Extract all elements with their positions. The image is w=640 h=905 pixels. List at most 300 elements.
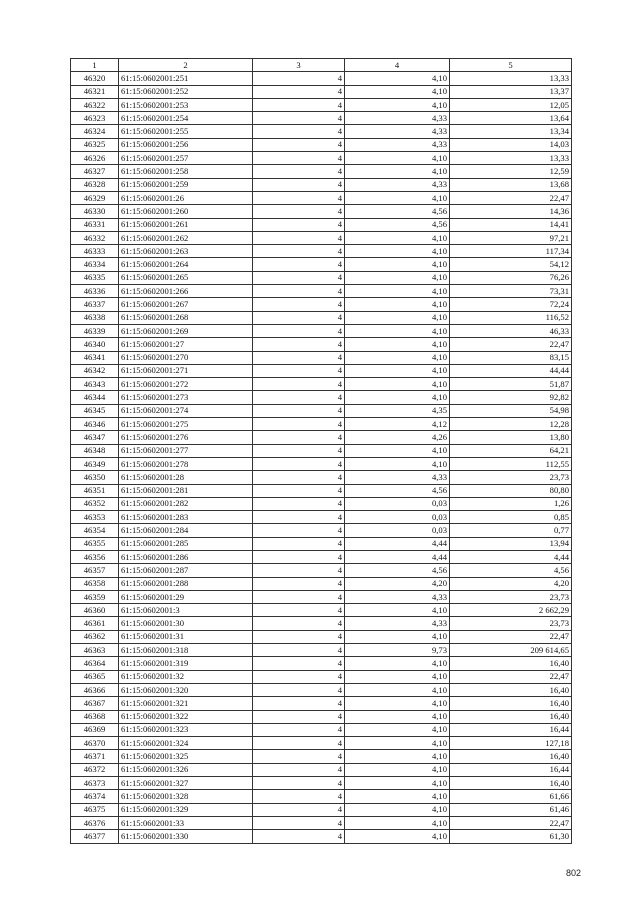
table-cell: 13,94 <box>450 537 572 550</box>
table-row <box>71 391 572 404</box>
table-cell: 61:15:0602001:325 <box>119 750 253 763</box>
table-cell: 4,10 <box>345 457 450 470</box>
table-row <box>71 816 572 829</box>
table-cell: 4,56 <box>345 564 450 577</box>
table-cell: 4 <box>253 298 345 311</box>
table-row <box>71 590 572 603</box>
table-cell: 46324 <box>71 125 119 138</box>
table-cell: 4 <box>253 324 345 337</box>
table-cell: 4 <box>253 418 345 431</box>
table-cell: 46328 <box>71 178 119 191</box>
table-cell: 4,56 <box>450 564 572 577</box>
table-cell: 97,21 <box>450 231 572 244</box>
table-cell: 46345 <box>71 404 119 417</box>
table-cell: 4,10 <box>345 816 450 829</box>
table-cell: 4 <box>253 457 345 470</box>
table-cell: 14,03 <box>450 138 572 151</box>
table-cell: 4,10 <box>345 311 450 324</box>
table-cell: 61:15:0602001:252 <box>119 85 253 98</box>
table-row <box>71 484 572 497</box>
table-cell: 4,33 <box>345 617 450 630</box>
column-header: 2 <box>119 59 253 72</box>
table-cell: 23,73 <box>450 590 572 603</box>
table-cell: 4,26 <box>345 431 450 444</box>
table-cell: 61:15:0602001:33 <box>119 816 253 829</box>
table-cell: 16,40 <box>450 697 572 710</box>
table-cell: 4 <box>253 524 345 537</box>
table-row <box>71 285 572 298</box>
table-cell: 4 <box>253 404 345 417</box>
table-row <box>71 191 572 204</box>
table-row <box>71 72 572 85</box>
table-cell: 46347 <box>71 431 119 444</box>
table-cell: 46366 <box>71 683 119 696</box>
table-cell: 46374 <box>71 790 119 803</box>
table-cell: 46358 <box>71 577 119 590</box>
table-cell: 46327 <box>71 165 119 178</box>
table-cell: 4,44 <box>345 550 450 563</box>
table-cell: 13,37 <box>450 85 572 98</box>
table-cell: 4 <box>253 178 345 191</box>
table-row <box>71 737 572 750</box>
table-cell: 4,10 <box>345 391 450 404</box>
table-cell: 46372 <box>71 763 119 776</box>
table-cell: 4 <box>253 152 345 165</box>
table-cell: 4 <box>253 205 345 218</box>
table-cell: 16,40 <box>450 777 572 790</box>
table-cell: 4 <box>253 630 345 643</box>
table-cell: 44,44 <box>450 364 572 377</box>
table-row <box>71 364 572 377</box>
table-cell: 16,40 <box>450 710 572 723</box>
table-cell: 46340 <box>71 338 119 351</box>
table-row <box>71 617 572 630</box>
table-cell: 76,26 <box>450 271 572 284</box>
data-table <box>70 58 572 844</box>
table-row <box>71 258 572 271</box>
table-cell: 61:15:0602001:269 <box>119 324 253 337</box>
table-cell: 4,10 <box>345 657 450 670</box>
table-cell: 4,10 <box>345 697 450 710</box>
table-cell: 61:15:0602001:326 <box>119 763 253 776</box>
table-cell: 4,10 <box>345 271 450 284</box>
table-cell: 4 <box>253 98 345 111</box>
table-cell: 46365 <box>71 670 119 683</box>
table-cell: 4 <box>253 644 345 657</box>
table-cell: 4 <box>253 431 345 444</box>
table-cell: 83,15 <box>450 351 572 364</box>
table-cell: 4,20 <box>345 577 450 590</box>
table-cell: 4,10 <box>345 245 450 258</box>
table-cell: 46343 <box>71 378 119 391</box>
table-cell: 1,26 <box>450 497 572 510</box>
table-cell: 4 <box>253 125 345 138</box>
table-cell: 4,10 <box>345 763 450 776</box>
table-cell: 46330 <box>71 205 119 218</box>
column-header: 5 <box>450 59 572 72</box>
table-cell: 61:15:0602001:271 <box>119 364 253 377</box>
table-cell: 46338 <box>71 311 119 324</box>
table-cell: 61:15:0602001:323 <box>119 723 253 736</box>
page-number: 802 <box>566 868 582 878</box>
table-row <box>71 803 572 816</box>
table-row <box>71 112 572 125</box>
table-cell: 4,10 <box>345 351 450 364</box>
table-cell: 4 <box>253 670 345 683</box>
table-cell: 209 614,65 <box>450 644 572 657</box>
table-row <box>71 98 572 111</box>
table-cell: 4,20 <box>450 577 572 590</box>
table-cell: 4,33 <box>345 112 450 125</box>
table-cell: 46342 <box>71 364 119 377</box>
table-cell: 4,33 <box>345 590 450 603</box>
table-cell: 4,10 <box>345 98 450 111</box>
table-cell: 22,47 <box>450 630 572 643</box>
table-cell: 64,21 <box>450 444 572 457</box>
table-row <box>71 564 572 577</box>
table-cell: 61:15:0602001:318 <box>119 644 253 657</box>
table-cell: 46367 <box>71 697 119 710</box>
table-cell: 61:15:0602001:257 <box>119 152 253 165</box>
table-cell: 16,40 <box>450 657 572 670</box>
table-cell: 61:15:0602001:324 <box>119 737 253 750</box>
table-row <box>71 85 572 98</box>
table-cell: 46339 <box>71 324 119 337</box>
table-cell: 61:15:0602001:322 <box>119 710 253 723</box>
table-cell: 61:15:0602001:288 <box>119 577 253 590</box>
table-cell: 46,33 <box>450 324 572 337</box>
table-cell: 61:15:0602001:27 <box>119 338 253 351</box>
table-cell: 54,98 <box>450 404 572 417</box>
table-row <box>71 497 572 510</box>
table-cell: 4,12 <box>345 418 450 431</box>
table-row <box>71 697 572 710</box>
table-row <box>71 378 572 391</box>
table-cell: 4 <box>253 577 345 590</box>
table-cell: 4 <box>253 364 345 377</box>
table-cell: 46331 <box>71 218 119 231</box>
table-cell: 61:15:0602001:29 <box>119 590 253 603</box>
table-cell: 61:15:0602001:267 <box>119 298 253 311</box>
table-cell: 46322 <box>71 98 119 111</box>
table-row <box>71 777 572 790</box>
table-cell: 46353 <box>71 511 119 524</box>
table-cell: 4 <box>253 710 345 723</box>
table-cell: 61:15:0602001:26 <box>119 191 253 204</box>
table-row <box>71 178 572 191</box>
table-row <box>71 271 572 284</box>
table-cell: 61:15:0602001:270 <box>119 351 253 364</box>
table-cell: 61:15:0602001:287 <box>119 564 253 577</box>
table-cell: 13,80 <box>450 431 572 444</box>
table-cell: 4,10 <box>345 750 450 763</box>
table-cell: 4,56 <box>345 218 450 231</box>
table-cell: 4 <box>253 790 345 803</box>
column-header: 4 <box>345 59 450 72</box>
table-cell: 61:15:0602001:259 <box>119 178 253 191</box>
table-cell: 4 <box>253 723 345 736</box>
table-cell: 0,03 <box>345 511 450 524</box>
table-cell: 54,12 <box>450 258 572 271</box>
table-cell: 61:15:0602001:264 <box>119 258 253 271</box>
table-cell: 4,35 <box>345 404 450 417</box>
table-cell: 46355 <box>71 537 119 550</box>
table-cell: 4 <box>253 763 345 776</box>
table-cell: 16,44 <box>450 723 572 736</box>
table-cell: 46320 <box>71 72 119 85</box>
table-cell: 61:15:0602001:268 <box>119 311 253 324</box>
table-cell: 61:15:0602001:30 <box>119 617 253 630</box>
table-cell: 46376 <box>71 816 119 829</box>
table-row <box>71 205 572 218</box>
table-cell: 23,73 <box>450 617 572 630</box>
table-cell: 4 <box>253 511 345 524</box>
table-cell: 61:15:0602001:253 <box>119 98 253 111</box>
table-cell: 46335 <box>71 271 119 284</box>
table-cell: 0,03 <box>345 524 450 537</box>
table-cell: 61:15:0602001:258 <box>119 165 253 178</box>
table-cell: 12,28 <box>450 418 572 431</box>
table-cell: 22,47 <box>450 338 572 351</box>
table-row <box>71 418 572 431</box>
table-cell: 61:15:0602001:281 <box>119 484 253 497</box>
table-cell: 46323 <box>71 112 119 125</box>
table-row <box>71 218 572 231</box>
table-cell: 4,10 <box>345 710 450 723</box>
table-cell: 61:15:0602001:261 <box>119 218 253 231</box>
table-cell: 61:15:0602001:31 <box>119 630 253 643</box>
table-cell: 61:15:0602001:272 <box>119 378 253 391</box>
table-cell: 61:15:0602001:265 <box>119 271 253 284</box>
table-cell: 61:15:0602001:284 <box>119 524 253 537</box>
table-cell: 92,82 <box>450 391 572 404</box>
table-cell: 61:15:0602001:321 <box>119 697 253 710</box>
table-cell: 13,64 <box>450 112 572 125</box>
table-row <box>71 710 572 723</box>
table-cell: 46352 <box>71 497 119 510</box>
table-cell: 46364 <box>71 657 119 670</box>
table-cell: 112,55 <box>450 457 572 470</box>
table-cell: 4 <box>253 803 345 816</box>
table-row <box>71 644 572 657</box>
table-cell: 4 <box>253 378 345 391</box>
table-cell: 4,33 <box>345 471 450 484</box>
table-cell: 61,46 <box>450 803 572 816</box>
table-cell: 80,80 <box>450 484 572 497</box>
table-cell: 61:15:0602001:283 <box>119 511 253 524</box>
table-cell: 4 <box>253 285 345 298</box>
table-cell: 13,68 <box>450 178 572 191</box>
table-cell: 4 <box>253 72 345 85</box>
table-cell: 61:15:0602001:277 <box>119 444 253 457</box>
table-cell: 0,03 <box>345 497 450 510</box>
table-cell: 22,47 <box>450 670 572 683</box>
table-row <box>71 471 572 484</box>
table-cell: 46341 <box>71 351 119 364</box>
table-cell: 61:15:0602001:251 <box>119 72 253 85</box>
table-cell: 4 <box>253 471 345 484</box>
table-row <box>71 657 572 670</box>
table-row <box>71 165 572 178</box>
table-cell: 22,47 <box>450 191 572 204</box>
table-cell: 61:15:0602001:327 <box>119 777 253 790</box>
table-cell: 61:15:0602001:274 <box>119 404 253 417</box>
table-row <box>71 138 572 151</box>
table-cell: 4 <box>253 271 345 284</box>
table-cell: 4,10 <box>345 152 450 165</box>
table-cell: 0,77 <box>450 524 572 537</box>
table-cell: 4 <box>253 165 345 178</box>
table-cell: 4 <box>253 85 345 98</box>
table-row <box>71 723 572 736</box>
table-cell: 14,36 <box>450 205 572 218</box>
table-cell: 4 <box>253 737 345 750</box>
table-cell: 9,73 <box>345 644 450 657</box>
table-cell: 61:15:0602001:286 <box>119 550 253 563</box>
table-cell: 4 <box>253 830 345 843</box>
table-cell: 46354 <box>71 524 119 537</box>
table-row <box>71 444 572 457</box>
table-cell: 4 <box>253 112 345 125</box>
table-row <box>71 604 572 617</box>
table-cell: 46373 <box>71 777 119 790</box>
table-cell: 4,10 <box>345 324 450 337</box>
table-cell: 46361 <box>71 617 119 630</box>
table-cell: 46337 <box>71 298 119 311</box>
table-cell: 46377 <box>71 830 119 843</box>
table-cell: 4,10 <box>345 364 450 377</box>
table-cell: 4 <box>253 391 345 404</box>
table-cell: 46344 <box>71 391 119 404</box>
table-cell: 61:15:0602001:275 <box>119 418 253 431</box>
table-row <box>71 311 572 324</box>
table-cell: 4,56 <box>345 484 450 497</box>
table-cell: 46375 <box>71 803 119 816</box>
table-cell: 61:15:0602001:276 <box>119 431 253 444</box>
table-cell: 117,34 <box>450 245 572 258</box>
table-cell: 4 <box>253 657 345 670</box>
table-cell: 4,10 <box>345 231 450 244</box>
table-cell: 46360 <box>71 604 119 617</box>
table-cell: 13,33 <box>450 72 572 85</box>
table-cell: 4,10 <box>345 723 450 736</box>
table-cell: 61:15:0602001:254 <box>119 112 253 125</box>
table-cell: 61:15:0602001:28 <box>119 471 253 484</box>
table-cell: 46359 <box>71 590 119 603</box>
table-cell: 61:15:0602001:266 <box>119 285 253 298</box>
table-cell: 4 <box>253 191 345 204</box>
table-cell: 4,10 <box>345 165 450 178</box>
table-cell: 61:15:0602001:278 <box>119 457 253 470</box>
table-cell: 46348 <box>71 444 119 457</box>
table-cell: 4 <box>253 697 345 710</box>
table-cell: 13,33 <box>450 152 572 165</box>
table-cell: 61:15:0602001:330 <box>119 830 253 843</box>
table-cell: 4 <box>253 750 345 763</box>
table-cell: 4 <box>253 617 345 630</box>
table-cell: 61:15:0602001:282 <box>119 497 253 510</box>
table-body <box>71 72 572 843</box>
table-cell: 116,52 <box>450 311 572 324</box>
table-cell: 46329 <box>71 191 119 204</box>
table-cell: 46336 <box>71 285 119 298</box>
table-cell: 46371 <box>71 750 119 763</box>
table-cell: 46346 <box>71 418 119 431</box>
table-cell: 4 <box>253 604 345 617</box>
table-row <box>71 152 572 165</box>
table-cell: 4 <box>253 550 345 563</box>
table-cell: 2 662,29 <box>450 604 572 617</box>
table-cell: 16,40 <box>450 683 572 696</box>
table-cell: 61:15:0602001:256 <box>119 138 253 151</box>
table-cell: 46356 <box>71 550 119 563</box>
table-row <box>71 511 572 524</box>
table-cell: 4 <box>253 258 345 271</box>
table-row <box>71 830 572 843</box>
table-cell: 46363 <box>71 644 119 657</box>
table-cell: 46362 <box>71 630 119 643</box>
table-cell: 4,33 <box>345 125 450 138</box>
table-row <box>71 298 572 311</box>
table-cell: 0,85 <box>450 511 572 524</box>
table-cell: 46332 <box>71 231 119 244</box>
table-cell: 4,10 <box>345 737 450 750</box>
table-row <box>71 125 572 138</box>
table-cell: 4,10 <box>345 85 450 98</box>
table-cell: 4 <box>253 444 345 457</box>
table-row <box>71 790 572 803</box>
table-row <box>71 431 572 444</box>
table-row <box>71 351 572 364</box>
table-row <box>71 750 572 763</box>
table-cell: 46333 <box>71 245 119 258</box>
table-cell: 4 <box>253 564 345 577</box>
table-row <box>71 404 572 417</box>
table-cell: 4,10 <box>345 630 450 643</box>
table-cell: 4,10 <box>345 72 450 85</box>
table-cell: 4,10 <box>345 258 450 271</box>
table-cell: 46369 <box>71 723 119 736</box>
table-cell: 4,10 <box>345 338 450 351</box>
table-row <box>71 670 572 683</box>
table-cell: 4 <box>253 497 345 510</box>
table-cell: 61,66 <box>450 790 572 803</box>
table-cell: 4 <box>253 777 345 790</box>
table-row <box>71 231 572 244</box>
table-cell: 61:15:0602001:262 <box>119 231 253 244</box>
table-cell: 61:15:0602001:328 <box>119 790 253 803</box>
table-cell: 51,87 <box>450 378 572 391</box>
table-cell: 61:15:0602001:320 <box>119 683 253 696</box>
table-cell: 4,10 <box>345 803 450 816</box>
table-row <box>71 324 572 337</box>
table-cell: 73,31 <box>450 285 572 298</box>
table-cell: 46350 <box>71 471 119 484</box>
table-header-row <box>71 59 572 72</box>
table-cell: 4 <box>253 816 345 829</box>
table-cell: 61:15:0602001:329 <box>119 803 253 816</box>
table-row <box>71 683 572 696</box>
table-cell: 46334 <box>71 258 119 271</box>
table-cell: 127,18 <box>450 737 572 750</box>
table-cell: 22,47 <box>450 816 572 829</box>
table-cell: 12,59 <box>450 165 572 178</box>
table-cell: 61:15:0602001:319 <box>119 657 253 670</box>
table-cell: 61:15:0602001:3 <box>119 604 253 617</box>
table-cell: 46368 <box>71 710 119 723</box>
table-cell: 4,44 <box>345 537 450 550</box>
table-cell: 4,10 <box>345 777 450 790</box>
